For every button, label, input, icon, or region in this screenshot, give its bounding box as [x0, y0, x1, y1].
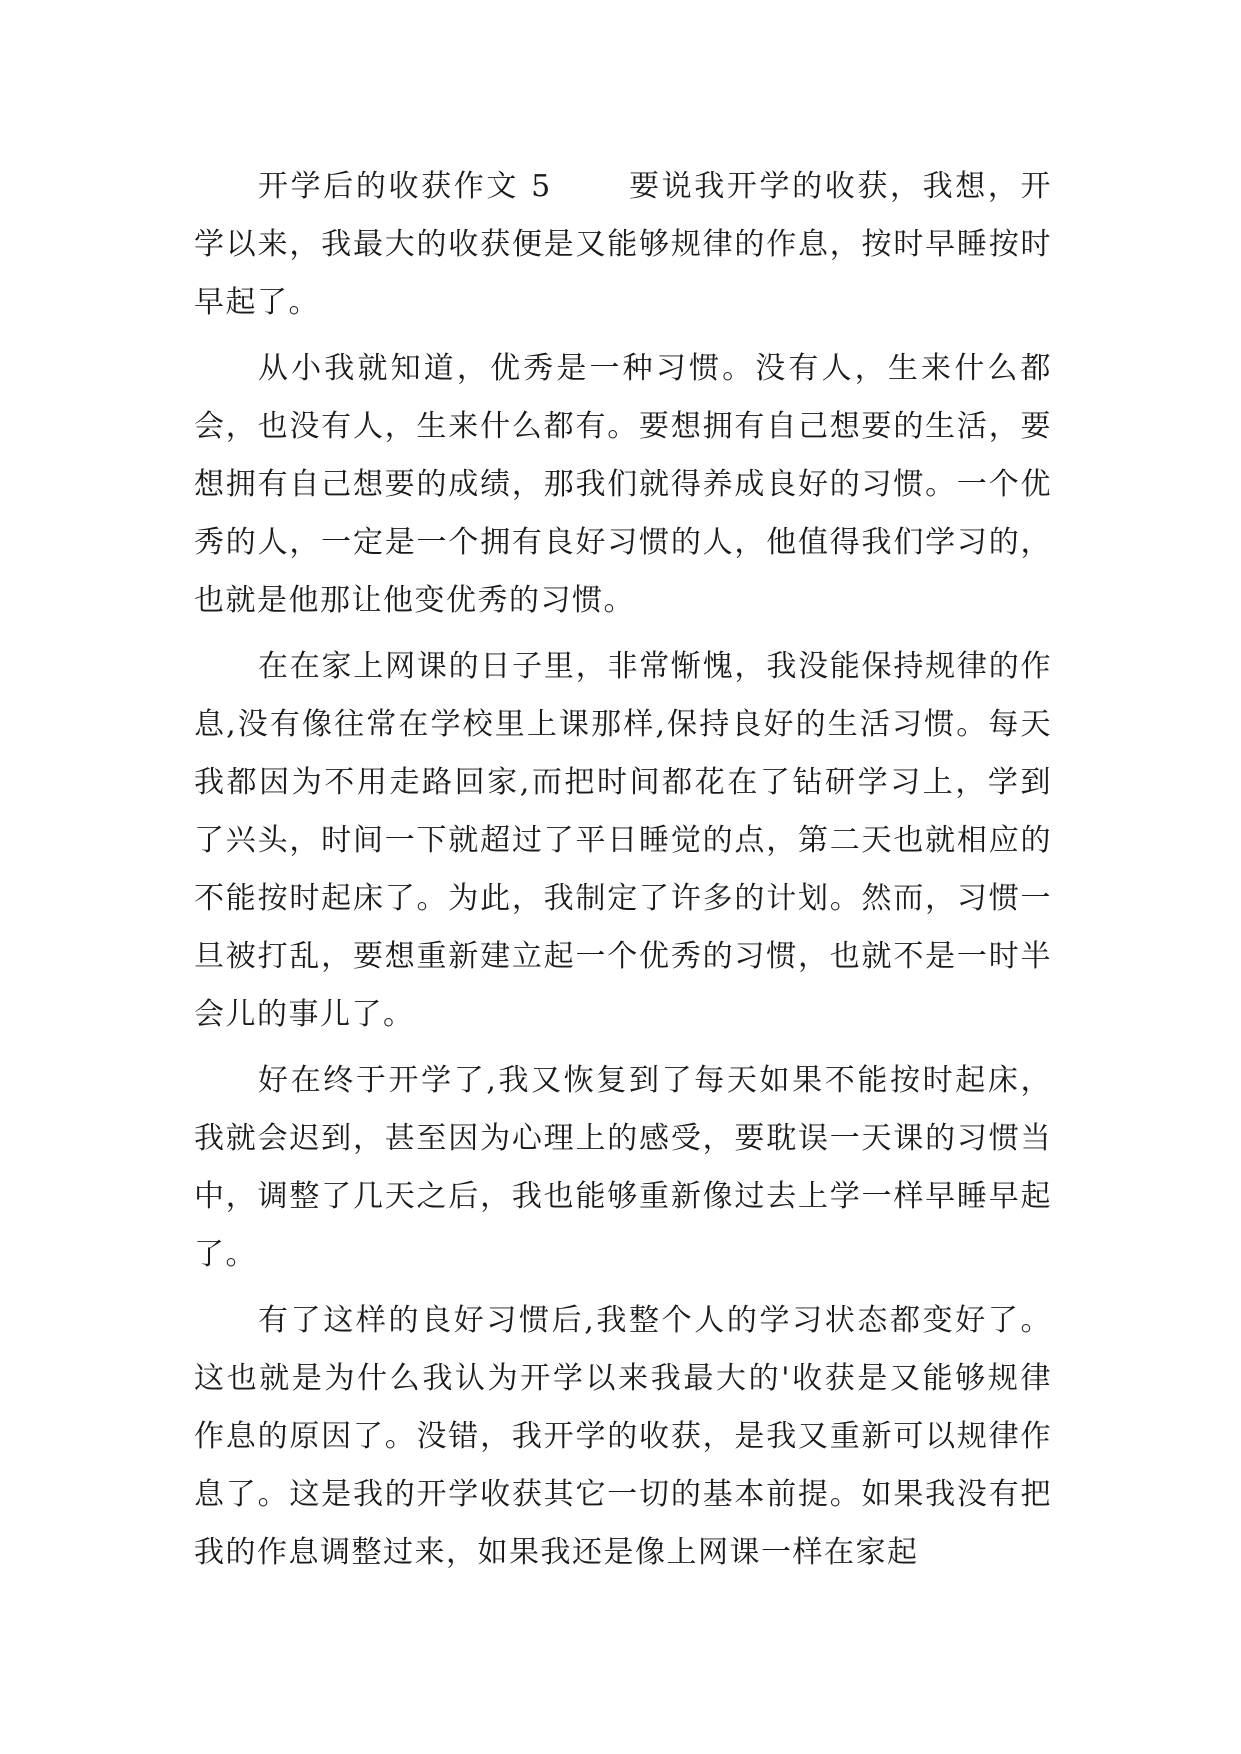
paragraph-3: 在在家上网课的日子里，非常惭愧，我没能保持规律的作息,没有像往常在学校里上课那样,保持良好的生活习惯。每天我都因为不用走路回家,而把时间都花在了钻研学习上，学到了兴头，时间一下就超过了平日睡觉的点，第二天也就相应的不能按时起床了。为此，我制定了许多的计划。然而，习惯一旦被打乱，要想重新建立起一个优秀的习惯，也就不是一时半会儿的事儿了。: [194, 649, 1052, 1032]
paragraph-4: 好在终于开学了,我又恢复到了每天如果不能按时起床，我就会迟到，甚至因为心理上的感受，要耽误一天课的习惯当中，调整了几天之后，我也能够重新像过去上学一样早睡早起了。: [194, 1063, 1052, 1272]
paragraph-5: 有了这样的良好习惯后,我整个人的学习状态都变好了。这也就是为什么我认为开学以来我最大的'收获是又能够规律作息的原因了。没错，我开学的收获，是我又重新可以规律作息了。这是我的开学收获其它一切的基本前提。如果我没有把我的作息调整过来，如果我还是像上网课一样在家起: [194, 1303, 1052, 1570]
document-body: [194, 158, 1052, 1590]
paragraph-2: 从小我就知道，优秀是一种习惯。没有人，生来什么都会，也没有人，生来什么都有。要想拥有自己想要的生活，要想拥有自己想要的成绩，那我们就得养成良好的习惯。一个优秀的人，一定是一个拥有良好习惯的人，他值得我们学习的，也就是他那让他变优秀的习惯。: [194, 351, 1052, 618]
paragraph-1: 开学后的收获作文 5 要说我开学的收获，我想，开学以来，我最大的收获便是又能够规律的作息，按时早睡按时早起了。: [194, 169, 1052, 320]
